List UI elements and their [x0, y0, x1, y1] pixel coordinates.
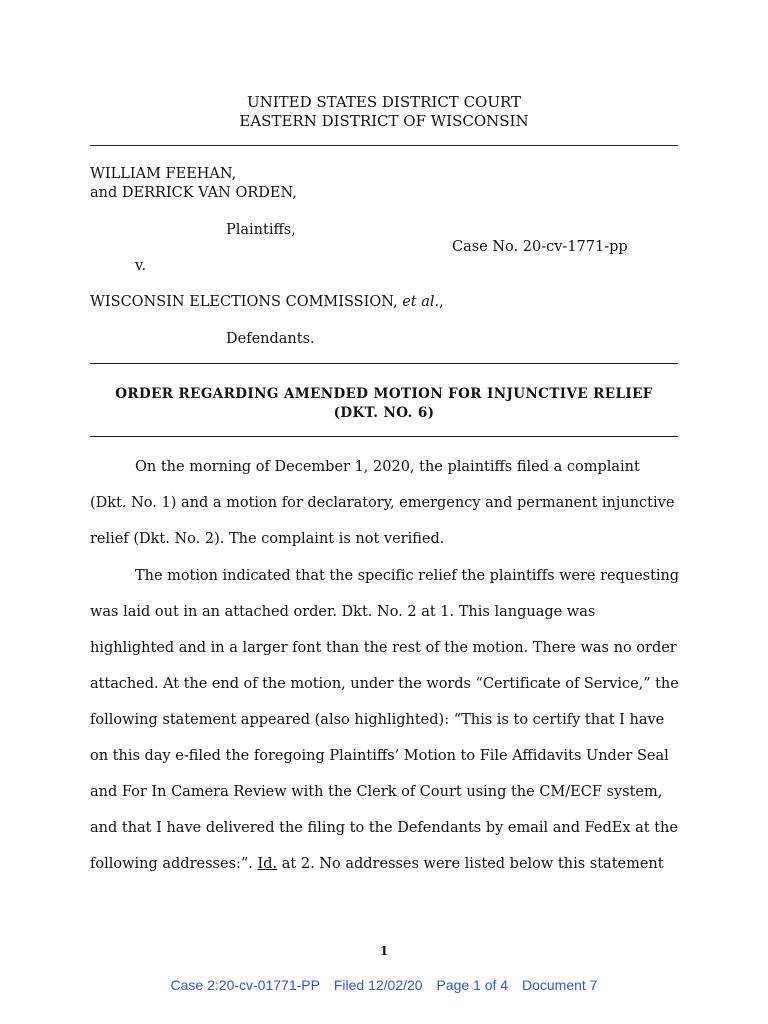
paragraph-2-line: on this day e-filed the foregoing Plaintiffs’ Motion to File Affidavits Under Seal: [90, 748, 669, 764]
paragraph-1: [90, 457, 678, 565]
last-line-text-a: following addresses:”.: [90, 856, 258, 872]
paragraph-1-line: (Dkt. No. 1) and a motion for declaratory, emergency and permanent injunctive: [90, 495, 675, 511]
caption-divider: [90, 363, 678, 364]
paragraph-2-last-line: [90, 854, 678, 890]
last-line-text-b: at 2. No addresses were listed below this statement: [277, 856, 664, 872]
plaintiffs-label: Plaintiffs,: [226, 222, 296, 238]
defendant-name: [90, 294, 444, 310]
defendant-etal: et al.: [402, 294, 440, 310]
court-district: EASTERN DISTRICT OF WISCONSIN: [239, 112, 529, 130]
paragraph-2-line: attached. At the end of the motion, under the words “Certificate of Service,” the: [90, 676, 679, 692]
footer-document: Document 7: [521, 977, 598, 993]
paragraph-1-line: relief (Dkt. No. 2). The complaint is not verified.: [90, 531, 445, 547]
plaintiff-name-2: and DERRICK VAN ORDEN,: [90, 185, 297, 201]
paragraph-2-line: and For In Camera Review with the Clerk of Court using the CM/ECF system,: [90, 784, 663, 800]
title-divider: [90, 436, 678, 437]
paragraph-2: [90, 566, 678, 890]
paragraph-2-line: The motion indicated that the specific relief the plaintiffs were requesting: [135, 568, 680, 584]
paragraph-1-line: On the morning of December 1, 2020, the plaintiffs filed a complaint: [135, 459, 640, 475]
paragraph-2-line: following statement appeared (also highlighted): “This is to certify that I have: [90, 712, 665, 728]
filing-footer: [0, 977, 768, 993]
page-number: 1: [379, 944, 389, 958]
footer-page: Page 1 of 4: [436, 977, 509, 993]
order-title: ORDER REGARDING AMENDED MOTION FOR INJUNCTIVE RELIEF: [115, 386, 653, 402]
plaintiff-name-1: WILLIAM FEEHAN,: [90, 166, 237, 182]
header-divider: [90, 145, 678, 146]
paragraph-2-line: was laid out in an attached order. Dkt. No. 2 at 1. This language was: [90, 604, 596, 620]
footer-filed: Filed 12/02/20: [333, 977, 423, 993]
footer-case: Case 2:20-cv-01771-PP: [170, 977, 320, 993]
order-docket: (DKT. NO. 6): [333, 405, 435, 421]
court-name: UNITED STATES DISTRICT COURT: [246, 93, 522, 111]
defendant-org: WISCONSIN ELECTIONS COMMISSION,: [90, 294, 398, 310]
paragraph-2-line: highlighted and in a larger font than the rest of the motion. There was no order: [90, 640, 677, 656]
id-citation: Id.: [257, 856, 278, 872]
defendants-label: Defendants.: [226, 331, 315, 347]
paragraph-2-line: and that I have delivered the filing to the Defendants by email and FedEx at the: [90, 820, 678, 836]
case-number: Case No. 20-cv-1771-pp: [452, 239, 628, 255]
versus-label: v.: [135, 258, 147, 274]
defendant-comma: ,: [439, 294, 444, 310]
